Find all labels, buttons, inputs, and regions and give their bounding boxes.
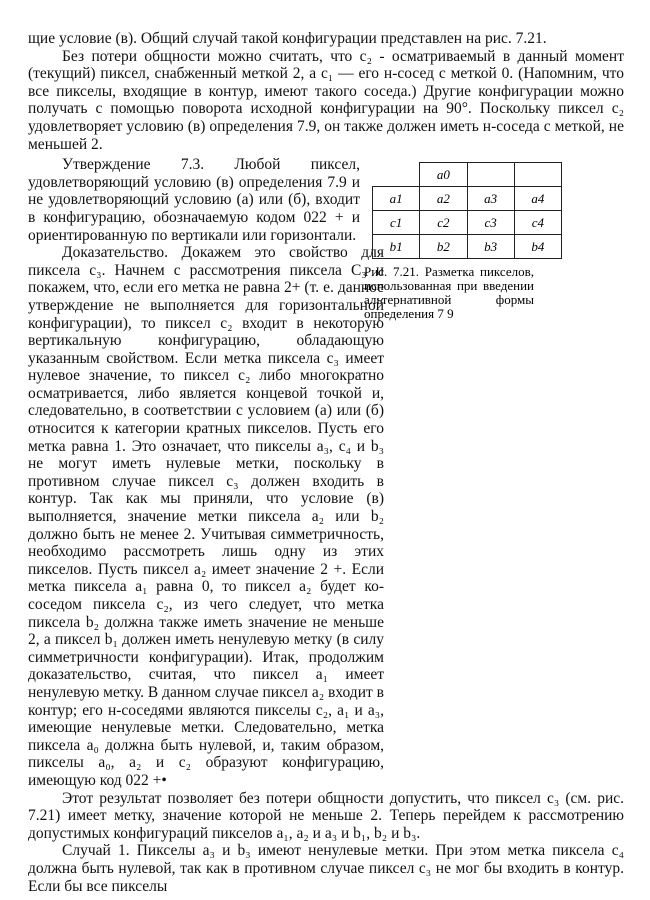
- paragraph-1: Без потери общности можно считать, что c₂ - осматриваемый в данный момент (текущий) пиксел, снабженный меткой 2, а c₁ — его н-сосед с меткой 0. (Напомним, что все пикселы, входящие в контур, имеют такого соседа.) Другие конфигурации можно получать с помощью поворота исходной конфигурации на 90°. Поскольку пиксел c₂ удовлетворяет условию (в) определения 7.9, он также должен иметь н-соседа с меткой, не меньшей 2.: [28, 47, 624, 153]
- grid-cell-b3: b3: [467, 235, 514, 259]
- figure-caption: Рис. 7.21. Разметка пикселов, использованная при введении альтернативной формы определения 7 9: [364, 264, 534, 321]
- grid-cell-a3: a3: [467, 187, 514, 211]
- grid-cell-c3: c3: [467, 211, 514, 235]
- grid-cell-b2: b2: [420, 235, 467, 259]
- grid-cell-b4: b4: [514, 235, 561, 259]
- grid-cell: [514, 163, 561, 187]
- grid-cell-b1: b1: [373, 235, 420, 259]
- grid-cell-a1: a1: [373, 187, 420, 211]
- grid-cell: [373, 163, 420, 187]
- paragraph-4: Этот результат позволяет без потери общности допустить, что пиксел c₃ (см. рис. 7.21) имеет метку, значение которой не меньше 2. Теперь перейдем к рассмотрению допустимых конфигураций пикселов a₁, a₂ и a₃ и b₁, b₂ и b₃.: [28, 789, 624, 842]
- grid-cell-c4: c4: [514, 211, 561, 235]
- grid-cell-a4: a4: [514, 187, 561, 211]
- grid-cell-a0: a0: [420, 163, 467, 187]
- paragraph-statement: Утверждение 7.3. Любой пиксел, удовлетворяющий условию (в) определения 7.9 и не удовлетворяющий условию (а) или (б), входит в конфигурацию, обозначаемую кодом 022 + и ориентированную по вертикали или горизонтали.: [28, 156, 360, 244]
- grid-cell-c2: c2: [420, 211, 467, 235]
- grid-cell-a2: a2: [420, 187, 467, 211]
- grid-cell-c1: c1: [373, 211, 420, 235]
- paragraph-0: щие условие (в). Общий случай такой конфигурации представлен на рис. 7.21.: [28, 30, 547, 47]
- page-text: [28, 30, 624, 895]
- grid-cell: [467, 163, 514, 187]
- figure-7-21: [364, 162, 564, 321]
- paragraph-proof: Доказательство. Докажем это свойство для пиксела c₃. Начнем с рассмотрения пиксела C₃ и покажем, что, если его метка не равна 2+ (т. е. данное утверждение не выполняется для горизонтальной конфигурации), то пиксел c₂ входит в некоторую вертикальную конфигурацию, обладающую указанным свойством. Если метка пиксела c₃ имеет нулевое значение, то пиксел c₂ либо многократно осматривается, либо является концевой точкой и, следовательно, в соответствии с условием (а) или (б) относится к категории кратных пикселов. Пусть его метка равна 1. Это означает, что пикселы a₃, c₄ и b₃ не могут иметь нулевые метки, поскольку в противном случае пиксел c₃ должен входить в контур. Так как мы приняли, что условие (в) выполняется, значение метки пиксела a₂ или b₂ должно быть не менее 2. Учитывая симметричность, необходимо рассмотреть лишь одну из этих пикселов. Пусть пиксел a₂ имеет значение 2 +. Если метка пиксела a₁ равна 0, то пиксел a₂ будет ко-соседом пиксела c₂, из чего следует, что метка пиксела b₂ должна также иметь значение не меньше 2, а пиксел b₁ должен иметь ненулевую метку (в силу симметричности конфигурации). Итак, продолжим доказательство, считая, что пиксел a₁ имеет ненулевую метку. В данном случае пиксел a₂ входит в контур; его н-соседями являются пикселы c₂, a₁ и a₃, имеющие ненулевые метки. Следовательно, метка пиксела a₀ должна быть нулевой, и, таким образом, пикселы a₀, a₂ и c₂ образуют конфигурацию, имеющую код 022 +•: [28, 244, 384, 789]
- pixel-label-grid: [372, 162, 562, 259]
- paragraph-case-1: Случай 1. Пикселы a₃ и b₃ имеют ненулевые метки. При этом метка пиксела c₄ должна быть нулевой, так как в противном случае пиксел c₃ не мог бы входить в контур. Если бы все пикселы: [28, 842, 624, 895]
